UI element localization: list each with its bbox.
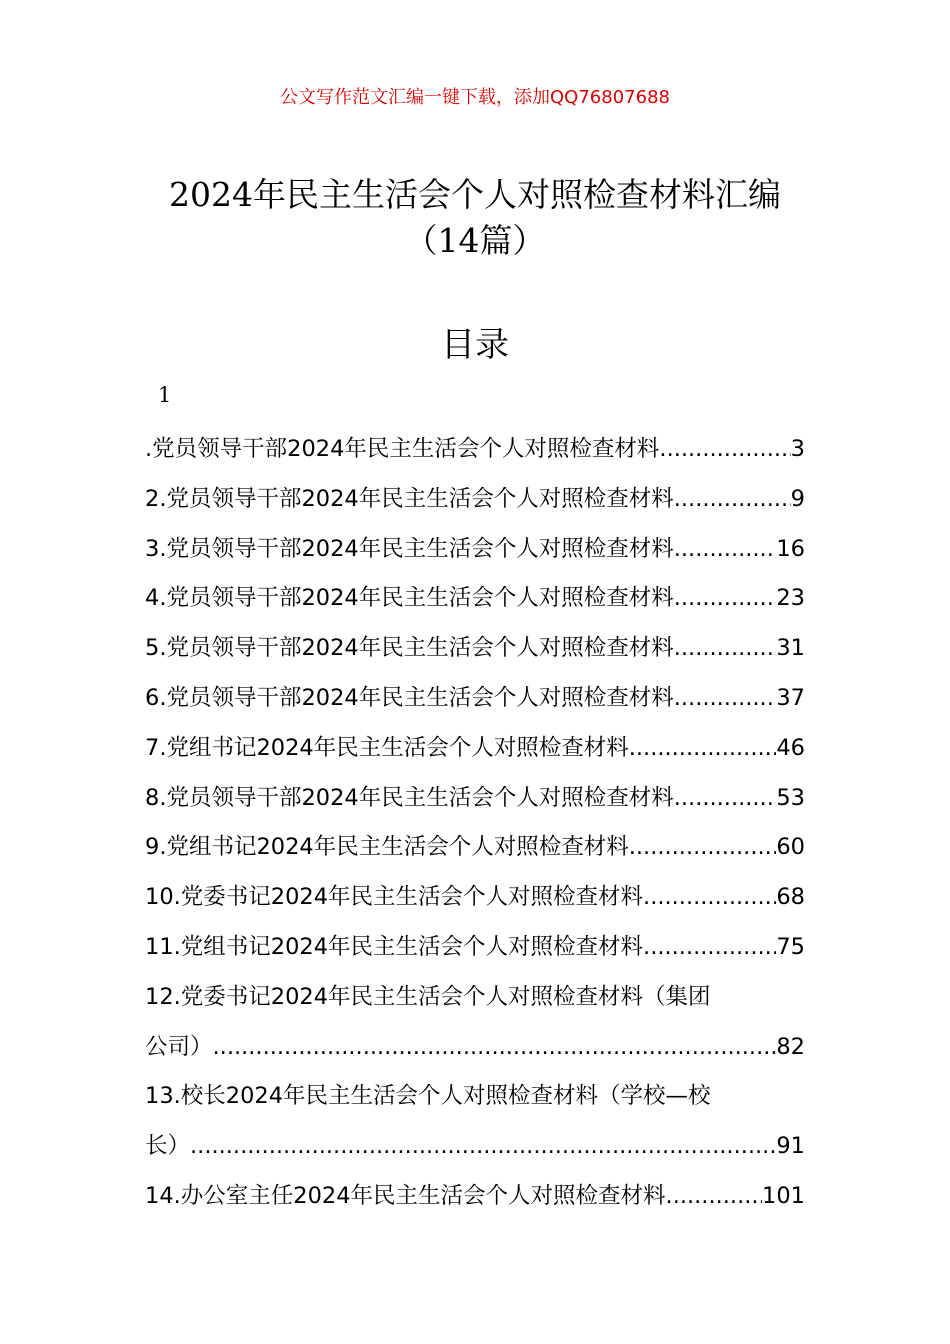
title-line-2: （14篇） (404, 221, 546, 260)
toc-entry-page: 23 (776, 585, 805, 612)
toc-entry-8[interactable] (145, 774, 805, 824)
title-line-1: 2024年民主生活会个人对照检查材料汇编 (169, 175, 781, 214)
toc-entry-13-line-2[interactable] (145, 1122, 805, 1172)
toc-entry-title: 12.党委书记2024年民主生活会个人对照检查材料（集团 (145, 983, 711, 1010)
toc-entry-11[interactable] (145, 923, 805, 973)
toc-entry-title: 13.校长2024年民主生活会个人对照检查材料（学校—校 (145, 1083, 711, 1110)
toc-leader-dots (629, 823, 777, 873)
toc-entry-3[interactable] (145, 525, 805, 575)
toc-entry-title: 2.党员领导干部2024年民主生活会个人对照检查材料 (145, 485, 674, 512)
toc-entry-title: 7.党组书记2024年民主生活会个人对照检查材料 (145, 734, 629, 761)
toc-entry-title: .党员领导干部2024年民主生活会个人对照检查材料 (145, 436, 660, 462)
toc-entry-6[interactable] (145, 674, 805, 724)
toc-entry-page: 68 (776, 884, 805, 911)
toc-entry-14[interactable] (145, 1172, 805, 1222)
toc-entry-page: 3 (790, 436, 805, 462)
toc-entry-title: 9.党组书记2024年民主生活会个人对照检查材料 (145, 834, 629, 861)
toc-entry-10[interactable] (145, 873, 805, 923)
toc-entry-9[interactable] (145, 823, 805, 873)
toc-entry-page: 53 (776, 784, 805, 811)
toc-entry-page: 37 (776, 684, 805, 711)
toc-entry-5[interactable] (145, 624, 805, 674)
toc-entry-title: 8.党员领导干部2024年民主生活会个人对照检查材料 (145, 784, 674, 811)
download-note: 公文写作范文汇编一键下载，添加QQ76807688 (280, 87, 670, 108)
toc-entry-page: 101 (762, 1182, 805, 1209)
toc-entry-page: 60 (776, 834, 805, 861)
toc-leader-dots (674, 525, 777, 575)
toc-entry-2[interactable] (145, 475, 805, 525)
toc-entry-title: 10.党委书记2024年民主生活会个人对照检查材料 (145, 884, 644, 911)
toc-entry-page: 46 (776, 734, 805, 761)
toc-leader-dots (190, 1122, 776, 1172)
toc-entry-4[interactable] (145, 574, 805, 624)
toc-entry-page: 31 (776, 635, 805, 662)
toc-entry-title: 14.办公室主任2024年民主生活会个人对照检查材料 (145, 1182, 666, 1209)
toc-entry-title: 4.党员领导干部2024年民主生活会个人对照检查材料 (145, 585, 674, 612)
toc-leader-dots (674, 774, 777, 824)
page-marker: 1 (158, 383, 172, 407)
toc-entry-page: 9 (790, 485, 805, 512)
toc-leader-dots (629, 724, 777, 774)
toc-leader-dots (643, 923, 776, 973)
toc-entry-13-line-1[interactable] (145, 1072, 805, 1122)
toc-entry-page: 91 (776, 1133, 805, 1160)
toc-leader-dots (674, 624, 777, 674)
toc-leader-dots (674, 475, 791, 525)
toc-entry-title: 3.党员领导干部2024年民主生活会个人对照检查材料 (145, 535, 674, 562)
toc-entry-title-continued: 公司） (145, 1033, 213, 1060)
toc-leader-dots (643, 873, 776, 923)
toc-entry-page: 75 (776, 933, 805, 960)
document-title (60, 172, 890, 264)
toc-leader-dots (666, 1172, 763, 1222)
toc-entry-page: 16 (776, 535, 805, 562)
toc-leader-dots (674, 574, 777, 624)
toc-entry-title: 5.党员领导干部2024年民主生活会个人对照检查材料 (145, 635, 674, 662)
toc-entry-7[interactable] (145, 724, 805, 774)
toc-heading: 目录 (441, 325, 509, 365)
toc-entry-12-line-2[interactable] (145, 1023, 805, 1073)
table-of-contents (145, 425, 805, 1222)
toc-entry-title-continued: 长） (145, 1133, 191, 1160)
toc-entry-page: 82 (776, 1033, 805, 1060)
toc-entry-1[interactable] (145, 425, 805, 475)
toc-entry-title: 11.党组书记2024年民主生活会个人对照检查材料 (145, 933, 644, 960)
toc-leader-dots (674, 674, 777, 724)
toc-leader-dots (213, 1023, 777, 1073)
toc-leader-dots (659, 425, 790, 475)
toc-entry-12-line-1[interactable] (145, 973, 805, 1023)
toc-entry-title: 6.党员领导干部2024年民主生活会个人对照检查材料 (145, 684, 674, 711)
